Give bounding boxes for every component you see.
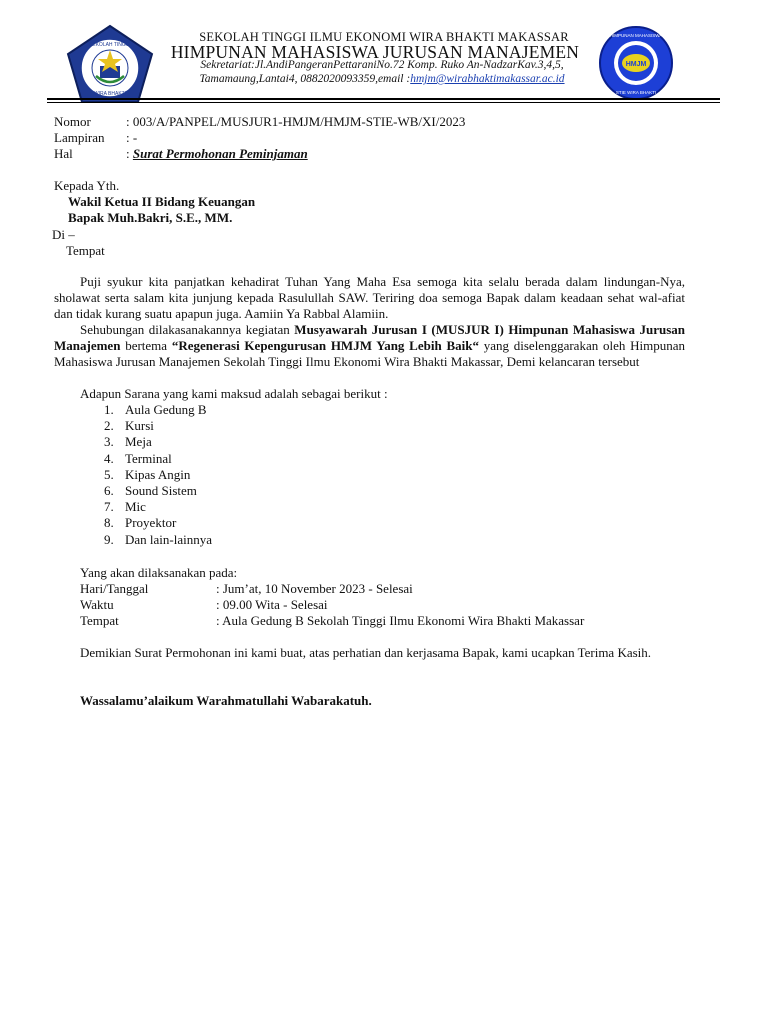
schedule-value-date: : Jum’at, 10 November 2023 - Selesai [216,581,413,596]
list-item [104,532,212,548]
address-contact: Tamamaung,Lantai4, 0882020093359,email : [199,73,411,85]
list-label: Aula Gedung B [125,402,207,417]
hal-label: Hal [54,146,73,161]
recipient-position: Wakil Ketua II Bidang Keuangan [68,194,256,209]
svg-text:HMJM: HMJM [625,61,647,68]
list-label: Proyektor [125,515,177,531]
svg-text:STIE WIRA BHAKTI: STIE WIRA BHAKTI [615,90,657,95]
closing-salam: Wassalamu’alaikum Warahmatullahi Wabarakatuh. [80,693,372,708]
hmjm-logo [592,25,680,101]
event-theme: “Regenerasi Kepengurusan HMJM Yang Lebih Baik“ [171,338,479,353]
hal-colon: : [126,146,133,161]
event-text-c: bertema [120,338,172,353]
lampiran-label: Lampiran [54,130,105,145]
list-item [104,402,212,418]
address-line-1: Sekretariat:Jl.AndiPangeranPettaraniNo.72 Komp. Ruko An-NadzarKav.3,4,5, [200,59,564,71]
lampiran-value: : - [126,130,138,145]
list-number: 5. [104,466,114,482]
greeting: Kepada Yth. [54,178,120,193]
facility-list [104,402,212,548]
event-paragraph [54,322,685,370]
list-number: 9. [104,531,114,547]
schedule-key-place: Tempat [80,613,119,628]
list-number: 7. [104,499,114,515]
nomor-value: : 003/A/PANPEL/MUSJUR1-HMJM/HMJM-STIE-WB/XI/2023 [126,114,466,129]
email-link[interactable]: hmjm@wirabhaktimakassar.ac.id [410,73,565,85]
hal-value [126,146,308,162]
list-label: Meja [125,434,152,450]
list-label: Kursi [125,418,154,434]
schedule-key-time: Waktu [80,597,114,612]
svg-text:SEKOLAH TINGGI: SEKOLAH TINGGI [88,42,132,48]
list-item [104,418,212,434]
organization-name: HIMPUNAN MAHASISWA JURUSAN MANAJEMEN [170,42,580,62]
closing-paragraph: Demikian Surat Permohonan ini kami buat, atas perhatian dan kerjasama Bapak, kami ucapkan Terima Kasih. [80,645,652,660]
institution-name: SEKOLAH TINGGI ILMU EKONOMI WIRA BHAKTI MAKASSAR [199,30,569,44]
list-item [104,434,212,450]
event-text-e: yang diselenggarakan oleh Himpunan Mahasiswa Jurusan Manajemen Sekolah Tinggi Ilmu Ekonomi Wira Bhakti Makassar, Demi kelancaran tersebut [54,338,685,369]
tempat-label: Tempat [66,243,105,258]
list-label: Mic [125,499,146,515]
di-label: Di – [52,227,75,242]
schedule-key-date: Hari/Tanggal [80,581,149,596]
list-label: Dan lain-lainnya [125,531,212,547]
list-item [104,483,212,499]
svg-text:WIRA BHAKTI: WIRA BHAKTI [93,91,127,97]
subject: Surat Permohonan Peminjaman [132,146,308,161]
list-number: 6. [104,482,114,498]
list-number: 2. [104,418,114,434]
list-intro: Adapun Sarana yang kami maksud adalah sebagai berikut : [80,386,388,401]
schedule-value-place: : Aula Gedung B Sekolah Tinggi Ilmu Ekonomi Wira Bhakti Makassar [216,613,585,628]
address-line-2 [172,73,592,85]
opening-paragraph: Puji syukur kita panjatkan kehadirat Tuhan Yang Maha Esa semoga kita selalu berada dalam lindungan-Nya, sholawat serta salam kita junjung kepada Rasulullah SAW. Teriring doa semoga Bapak dalam keadaan sehat wal-afiat dan tidak kurang suatu apapun juga. Aamiin Ya Rabbal Alamiin. [54,274,685,321]
list-number: 4. [104,450,114,466]
list-number: 8. [104,515,114,531]
svg-text:HIMPUNAN MAHASISWA: HIMPUNAN MAHASISWA [609,33,663,38]
recipient-name: Bapak Muh.Bakri, S.E., MM. [68,210,233,225]
list-number: 1. [104,402,114,417]
stie-wira-bhakti-logo [66,24,154,104]
letterhead-divider-thin [47,102,720,103]
event-name: Musyawarah Jurusan I (MUSJUR I) Himpunan Mahasiswa Jurusan Manajemen [54,322,685,353]
nomor-label: Nomor [54,114,91,129]
list-item [104,467,212,483]
list-item [104,451,212,467]
list-item [104,515,212,531]
schedule-value-time: : 09.00 Wita - Selesai [216,597,328,612]
list-label: Kipas Angin [125,466,191,482]
list-item [104,499,212,515]
schedule-intro: Yang akan dilaksanakan pada: [80,565,238,580]
list-label: Terminal [125,450,172,466]
list-label: Sound Sistem [125,482,197,498]
list-number: 3. [104,434,114,450]
event-text-a: Sehubungan dilakasanakannya kegiatan [80,322,295,337]
letterhead-divider-thick [47,98,720,100]
